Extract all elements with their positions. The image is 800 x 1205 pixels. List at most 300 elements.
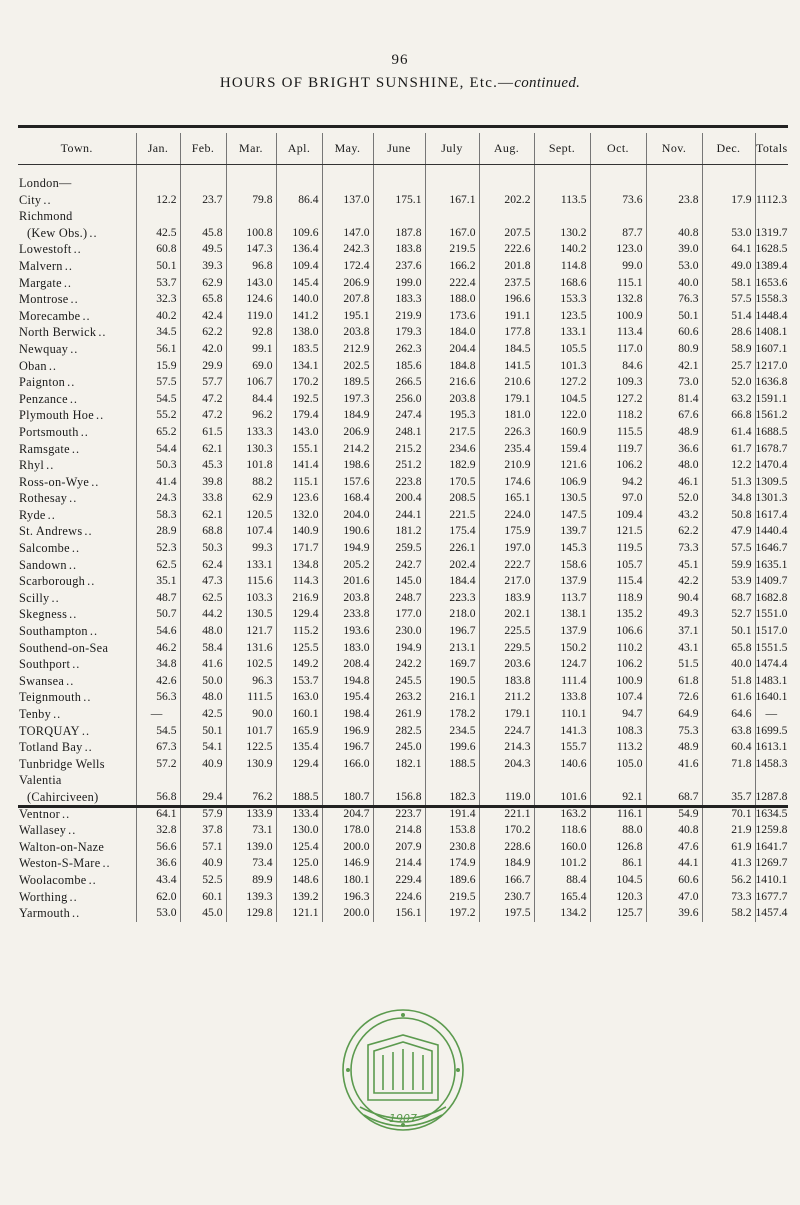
value-cell: 50.1 (646, 308, 702, 325)
value-cell: 197.0 (479, 540, 534, 557)
value-cell: 216.6 (425, 374, 479, 391)
column-header-sept: Sept. (534, 133, 590, 165)
value-cell: 53.0 (646, 258, 702, 275)
value-cell: 134.1 (276, 358, 322, 375)
value-cell: 61.4 (702, 424, 755, 441)
value-cell: 39.6 (646, 905, 702, 922)
town-name: Southampton (19, 624, 88, 639)
value-cell: 101.6 (534, 789, 590, 806)
value-cell: 49.3 (646, 606, 702, 623)
value-cell: 68.7 (702, 590, 755, 607)
value-cell: 170.5 (425, 474, 479, 491)
town-cell (18, 706, 136, 723)
town-cell (18, 225, 136, 242)
value-cell: 159.4 (534, 441, 590, 458)
value-cell: 261.9 (373, 706, 425, 723)
leader-dots: .. (81, 723, 91, 738)
value-cell: 121.7 (226, 623, 276, 640)
town-name: Valentia (19, 773, 62, 788)
value-cell: 48.0 (180, 689, 226, 706)
value-cell: 41.3 (702, 855, 755, 872)
value-cell (226, 208, 276, 225)
value-cell: 202.1 (479, 606, 534, 623)
value-cell: 65.2 (136, 424, 180, 441)
table-row (18, 291, 788, 308)
leader-dots: .. (69, 889, 78, 904)
value-cell: 48.0 (180, 623, 226, 640)
table-row (18, 490, 788, 507)
value-cell: 169.7 (425, 656, 479, 673)
value-cell: 94.2 (590, 474, 646, 491)
column-header-aug: Aug. (479, 133, 534, 165)
value-cell: 123.6 (276, 490, 322, 507)
value-cell: 114.8 (534, 258, 590, 275)
town-cell (18, 723, 136, 740)
value-cell: 57.5 (136, 374, 180, 391)
value-cell: 226.3 (479, 424, 534, 441)
column-header-apl: Apl. (276, 133, 322, 165)
value-cell: 51.8 (702, 673, 755, 690)
value-cell: 182.9 (425, 457, 479, 474)
value-cell: 43.4 (136, 872, 180, 889)
value-cell: 191.1 (479, 308, 534, 325)
leader-dots: .. (46, 458, 55, 473)
value-cell: 71.8 (702, 756, 755, 773)
town-cell (18, 275, 136, 292)
value-cell: 64.9 (646, 706, 702, 723)
value-cell: 266.5 (373, 374, 425, 391)
value-cell: 1269.7 (755, 855, 788, 872)
town-cell (18, 540, 136, 557)
value-cell: 1474.4 (755, 656, 788, 673)
table-row (18, 573, 788, 590)
table-row (18, 822, 788, 839)
value-cell: 179.1 (479, 391, 534, 408)
value-cell: 67.3 (136, 739, 180, 756)
value-cell: 235.4 (479, 441, 534, 458)
value-cell (534, 175, 590, 192)
value-cell: 141.5 (479, 358, 534, 375)
value-cell: 60.6 (646, 324, 702, 341)
value-cell: 46.2 (136, 640, 180, 657)
value-cell: 139.0 (226, 839, 276, 856)
table-row (18, 855, 788, 872)
column-header-dec: Dec. (702, 133, 755, 165)
leader-dots: .. (84, 524, 93, 539)
value-cell: 165.9 (276, 723, 322, 740)
value-cell: 125.4 (276, 839, 322, 856)
value-cell: 223.8 (373, 474, 425, 491)
value-cell: 193.6 (322, 623, 373, 640)
value-cell: 58.4 (180, 640, 226, 657)
value-cell: 130.5 (534, 490, 590, 507)
value-cell: 45.0 (180, 905, 226, 922)
value-cell: 197.3 (322, 391, 373, 408)
value-cell: 56.1 (136, 341, 180, 358)
value-cell: 108.3 (590, 723, 646, 740)
value-cell: 96.8 (226, 258, 276, 275)
value-cell: 1634.5 (755, 806, 788, 823)
value-cell (479, 175, 534, 192)
town-cell (18, 623, 136, 640)
value-cell: 129.8 (226, 905, 276, 922)
value-cell: 218.0 (425, 606, 479, 623)
value-cell: 210.6 (479, 374, 534, 391)
value-cell: 51.5 (646, 656, 702, 673)
value-cell: 54.9 (646, 806, 702, 823)
value-cell: 29.9 (180, 358, 226, 375)
value-cell: 202.5 (322, 358, 373, 375)
town-cell (18, 241, 136, 258)
value-cell: 242.3 (322, 241, 373, 258)
value-cell: 1458.3 (755, 756, 788, 773)
value-cell (702, 175, 755, 192)
value-cell: 141.4 (276, 457, 322, 474)
value-cell: 145.4 (276, 275, 322, 292)
town-name: Scilly (19, 590, 50, 605)
value-cell: 34.8 (136, 656, 180, 673)
column-header-july: July (425, 133, 479, 165)
table-row (18, 640, 788, 657)
value-cell: 115.6 (226, 573, 276, 590)
value-cell (755, 208, 788, 225)
value-cell: 1617.4 (755, 507, 788, 524)
value-cell: 137.9 (534, 623, 590, 640)
value-cell: 1448.4 (755, 308, 788, 325)
value-cell: 48.9 (646, 739, 702, 756)
value-cell: 140.9 (276, 523, 322, 540)
town-cell (18, 507, 136, 524)
value-cell: 52.3 (136, 540, 180, 557)
sunshine-table (18, 133, 788, 922)
value-cell: 196.6 (479, 291, 534, 308)
value-cell: 60.4 (702, 739, 755, 756)
town-name: Plymouth Hoe (19, 408, 94, 423)
town-name: Ramsgate (19, 441, 70, 456)
value-cell: 175.9 (479, 523, 534, 540)
table-row (18, 872, 788, 889)
value-cell: 84.6 (590, 358, 646, 375)
value-cell: 110.1 (534, 706, 590, 723)
value-cell: 76.2 (226, 789, 276, 806)
value-cell (590, 772, 646, 789)
town-cell (18, 341, 136, 358)
value-cell: 145.0 (373, 573, 425, 590)
value-cell: 1483.1 (755, 673, 788, 690)
table-row (18, 905, 788, 922)
value-cell: 160.9 (534, 424, 590, 441)
town-cell (18, 640, 136, 657)
header-spacer-row (18, 165, 788, 176)
value-cell: 217.0 (479, 573, 534, 590)
value-cell: 44.2 (180, 606, 226, 623)
value-cell: 146.9 (322, 855, 373, 872)
value-cell: 99.1 (226, 341, 276, 358)
value-cell: 94.7 (590, 706, 646, 723)
value-cell: 147.3 (226, 241, 276, 258)
value-cell: 234.5 (425, 723, 479, 740)
value-cell: 198.4 (322, 706, 373, 723)
leader-dots: .. (62, 806, 71, 821)
value-cell: 222.7 (479, 557, 534, 574)
town-name: Salcombe (19, 541, 70, 556)
table-row (18, 557, 788, 574)
value-cell (425, 772, 479, 789)
value-cell: 210.9 (479, 457, 534, 474)
table-row (18, 689, 788, 706)
value-cell: 60.8 (136, 241, 180, 258)
value-cell: 47.6 (646, 839, 702, 856)
value-cell: 42.6 (136, 673, 180, 690)
value-cell: 101.2 (534, 855, 590, 872)
value-cell (180, 175, 226, 192)
value-cell: 73.6 (590, 192, 646, 209)
value-cell: 42.5 (180, 706, 226, 723)
value-cell (373, 175, 425, 192)
value-cell: 96.2 (226, 407, 276, 424)
value-cell: 64.1 (702, 241, 755, 258)
leader-dots: .. (91, 474, 100, 489)
town-cell (18, 855, 136, 872)
value-cell: 121.1 (276, 905, 322, 922)
value-cell: 127.2 (534, 374, 590, 391)
value-cell: 262.3 (373, 341, 425, 358)
value-cell: 40.8 (646, 225, 702, 242)
value-cell: 139.3 (226, 889, 276, 906)
value-cell: 200.4 (373, 490, 425, 507)
town-name: Morecambe (19, 308, 81, 323)
value-cell: 46.1 (646, 474, 702, 491)
value-cell: 120.3 (590, 889, 646, 906)
value-cell: 81.4 (646, 391, 702, 408)
value-cell: 203.6 (479, 656, 534, 673)
table-row (18, 590, 788, 607)
value-cell: 244.1 (373, 507, 425, 524)
value-cell: 39.0 (646, 241, 702, 258)
value-cell: 1551.0 (755, 606, 788, 623)
value-cell: 62.9 (180, 275, 226, 292)
value-cell: 23.8 (646, 192, 702, 209)
table-row (18, 789, 788, 806)
value-cell: 50.1 (136, 258, 180, 275)
value-cell: 120.5 (226, 507, 276, 524)
table-row (18, 175, 788, 192)
town-cell (18, 756, 136, 773)
value-cell: 1653.6 (755, 275, 788, 292)
value-cell: 168.4 (322, 490, 373, 507)
value-cell: 160.1 (276, 706, 322, 723)
value-cell: 195.4 (322, 689, 373, 706)
leader-dots: .. (66, 673, 75, 688)
value-cell: 40.0 (702, 656, 755, 673)
value-cell: 86.4 (276, 192, 322, 209)
value-cell: 110.2 (590, 640, 646, 657)
leader-dots: .. (68, 557, 78, 572)
value-cell: 208.4 (322, 656, 373, 673)
value-cell: 101.3 (534, 358, 590, 375)
value-cell: 76.3 (646, 291, 702, 308)
value-cell: 198.6 (322, 457, 373, 474)
value-cell: 1410.1 (755, 872, 788, 889)
value-cell: 201.6 (322, 573, 373, 590)
value-cell: 282.5 (373, 723, 425, 740)
value-cell: 107.4 (590, 689, 646, 706)
value-cell: 132.0 (276, 507, 322, 524)
value-cell: 60.1 (180, 889, 226, 906)
value-cell: 61.9 (702, 839, 755, 856)
value-cell: 195.3 (425, 407, 479, 424)
leader-dots: .. (63, 275, 73, 290)
value-cell: 256.0 (373, 391, 425, 408)
column-header-totals: Totals (755, 133, 788, 165)
value-cell: 130.5 (226, 606, 276, 623)
value-cell: 1678.7 (755, 441, 788, 458)
value-cell: 54.4 (136, 441, 180, 458)
value-cell: 150.2 (534, 640, 590, 657)
value-cell: 177.0 (373, 606, 425, 623)
table-row (18, 241, 788, 258)
value-cell: 233.8 (322, 606, 373, 623)
value-cell: 157.6 (322, 474, 373, 491)
value-cell: 102.5 (226, 656, 276, 673)
value-cell (136, 208, 180, 225)
value-cell: 121.6 (534, 457, 590, 474)
leader-dots: .. (102, 856, 111, 871)
value-cell: 50.3 (136, 457, 180, 474)
value-cell: 62.2 (646, 523, 702, 540)
value-cell: 90.0 (226, 706, 276, 723)
value-cell: 92.1 (590, 789, 646, 806)
column-header-town: Town. (18, 133, 136, 165)
table-row (18, 739, 788, 756)
value-cell: 12.2 (702, 457, 755, 474)
value-cell: 65.8 (180, 291, 226, 308)
town-name: Sandown (19, 557, 67, 572)
value-cell: 179.3 (373, 324, 425, 341)
value-cell: 1217.0 (755, 358, 788, 375)
value-cell: 175.4 (425, 523, 479, 540)
value-cell: 47.2 (180, 391, 226, 408)
value-cell: 62.4 (180, 557, 226, 574)
value-cell: 200.0 (322, 905, 373, 922)
value-cell: 133.3 (226, 424, 276, 441)
value-cell: 126.8 (590, 839, 646, 856)
value-cell: 80.9 (646, 341, 702, 358)
value-cell: 177.8 (479, 324, 534, 341)
value-cell: 73.4 (226, 855, 276, 872)
value-cell: 37.8 (180, 822, 226, 839)
value-cell: 195.1 (322, 308, 373, 325)
value-cell: 119.0 (226, 308, 276, 325)
value-cell: 1677.7 (755, 889, 788, 906)
value-cell: 213.1 (425, 640, 479, 657)
leader-dots: .. (48, 358, 57, 373)
table-row (18, 341, 788, 358)
value-cell: 42.0 (180, 341, 226, 358)
town-cell (18, 772, 136, 789)
value-cell: 224.6 (373, 889, 425, 906)
value-cell: 42.4 (180, 308, 226, 325)
value-cell: 73.3 (702, 889, 755, 906)
value-cell: 109.4 (276, 258, 322, 275)
town-cell (18, 391, 136, 408)
value-cell: 35.7 (702, 789, 755, 806)
leader-dots: .. (83, 690, 92, 705)
town-cell (18, 523, 136, 540)
value-cell: 196.9 (322, 723, 373, 740)
column-header-may: May. (322, 133, 373, 165)
table-row (18, 225, 788, 242)
value-cell: 204.4 (425, 341, 479, 358)
town-cell (18, 573, 136, 590)
value-cell: 53.0 (136, 905, 180, 922)
value-cell: 57.7 (180, 374, 226, 391)
town-cell (18, 258, 136, 275)
value-cell (276, 175, 322, 192)
value-cell: 21.9 (702, 822, 755, 839)
value-cell (646, 175, 702, 192)
value-cell: 230.8 (425, 839, 479, 856)
value-cell: 87.7 (590, 225, 646, 242)
value-cell: 129.4 (276, 606, 322, 623)
town-name: Swansea (19, 673, 65, 688)
town-cell (18, 441, 136, 458)
value-cell: 45.1 (646, 557, 702, 574)
town-cell (18, 590, 136, 607)
value-cell (479, 208, 534, 225)
value-cell: 36.6 (136, 855, 180, 872)
town-name: London— (19, 176, 72, 190)
value-cell: 171.7 (276, 540, 322, 557)
value-cell: 119.0 (479, 789, 534, 806)
value-cell: 163.0 (276, 689, 322, 706)
value-cell: 34.8 (702, 490, 755, 507)
value-cell: 116.1 (590, 806, 646, 823)
leader-dots: .. (71, 441, 81, 456)
value-cell: 56.8 (136, 789, 180, 806)
value-cell: 84.4 (226, 391, 276, 408)
town-cell (18, 839, 136, 856)
leader-dots: .. (84, 740, 93, 755)
page-title (0, 75, 800, 92)
column-header-june: June (373, 133, 425, 165)
value-cell: 153.7 (276, 673, 322, 690)
table-row (18, 407, 788, 424)
value-cell: 184.4 (425, 573, 479, 590)
value-cell: 212.9 (322, 341, 373, 358)
value-cell: 1517.0 (755, 623, 788, 640)
leader-dots: .. (71, 541, 81, 556)
value-cell: 214.2 (322, 441, 373, 458)
value-cell: 259.5 (373, 540, 425, 557)
value-cell: 181.0 (479, 407, 534, 424)
value-cell: 45.8 (180, 225, 226, 242)
value-cell: 211.2 (479, 689, 534, 706)
value-cell: 37.1 (646, 623, 702, 640)
town-name: Newquay (19, 341, 69, 356)
town-name: Paignton (19, 375, 66, 390)
town-name: Walton-on-Naze (19, 839, 105, 854)
value-cell: 114.3 (276, 573, 322, 590)
value-cell: 62.1 (180, 507, 226, 524)
value-cell: 183.0 (322, 640, 373, 657)
value-cell: 103.3 (226, 590, 276, 607)
value-cell: 32.3 (136, 291, 180, 308)
leader-dots: .. (72, 657, 81, 672)
value-cell: 167.1 (425, 192, 479, 209)
value-cell: 99.3 (226, 540, 276, 557)
value-cell: 194.9 (322, 540, 373, 557)
